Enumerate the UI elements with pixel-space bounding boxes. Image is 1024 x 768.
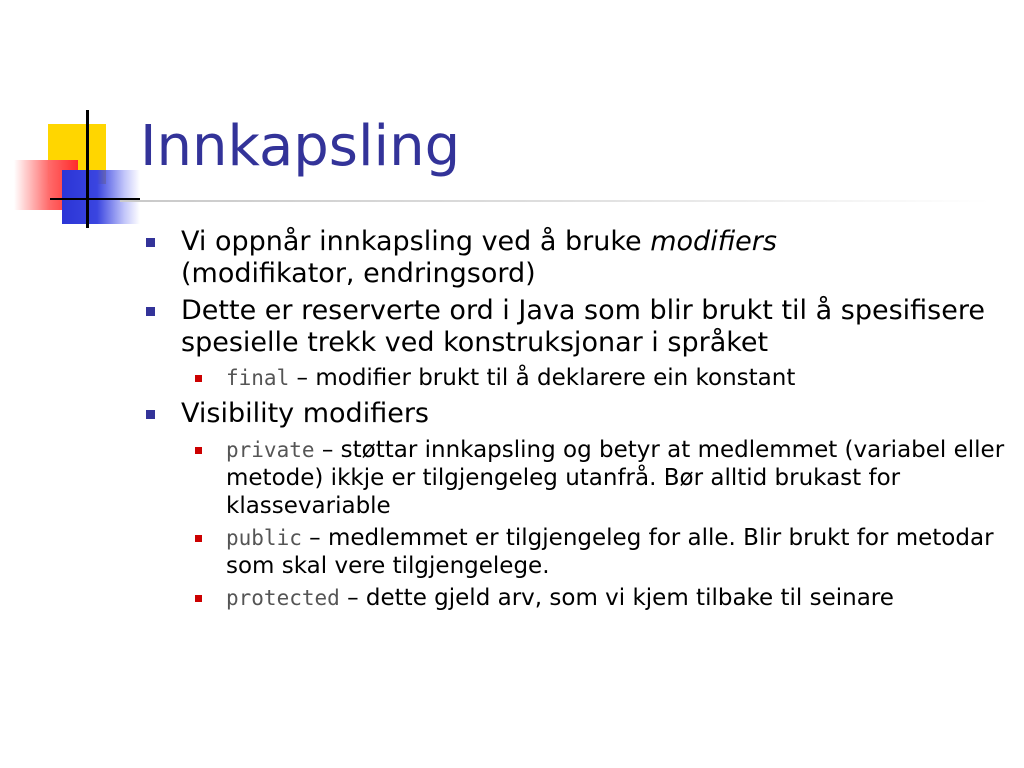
- square-bullet-icon: [195, 375, 202, 382]
- decorative-squares-logo: [0, 0, 140, 240]
- square-bullet-icon: [195, 447, 202, 454]
- square-bullet-icon: [195, 535, 202, 542]
- sub-bullet-item: [181, 524, 1010, 580]
- bullet-text: Dette er reserverte ord i Java som blir brukt til å spesifisere spesielle trekk ved konstruksjonar i språket: [181, 295, 985, 358]
- blue-square: [62, 170, 140, 224]
- bullet-list: [140, 226, 1010, 616]
- square-bullet-icon: [146, 410, 155, 419]
- sub-bullet-item: [181, 436, 1010, 520]
- sub-bullet-item: [181, 364, 1010, 392]
- bullet-emphasis: modifiers: [650, 226, 777, 257]
- square-bullet-icon: [195, 595, 202, 602]
- square-bullet-icon: [146, 307, 155, 316]
- title-underline: [120, 200, 990, 202]
- sub-bullet-text: – dette gjeld arv, som vi kjem tilbake til seinare: [339, 584, 894, 611]
- sub-bullet-text: – støttar innkapsling og betyr at medlemmet (variabel eller metode) ikkje er tilgjengeleg utanfrå. Bør alltid brukast for klassevariable: [226, 436, 1005, 519]
- code-keyword: protected: [226, 585, 340, 610]
- code-keyword: private: [226, 437, 315, 462]
- bullet-text: Visibility modifiers: [181, 398, 429, 429]
- bullet-item: [140, 398, 1010, 430]
- square-bullet-icon: [146, 238, 155, 247]
- bullet-text: (modifikator, endringsord): [181, 257, 536, 289]
- bullet-item: [140, 295, 1010, 358]
- code-keyword: public: [226, 525, 302, 550]
- vertical-line: [86, 110, 89, 228]
- sub-bullet-text: – medlemmet er tilgjengeleg for alle. Blir brukt for metodar som skal vere tilgjengelege.: [226, 524, 994, 579]
- slide-title: Innkapsling: [140, 114, 461, 179]
- sub-bullet-item: [181, 584, 1010, 612]
- code-keyword: final: [226, 366, 290, 390]
- sub-bullet-text: – modifier brukt til å deklarere ein konstant: [289, 365, 796, 391]
- bullet-text: Vi oppnår innkapsling ved å bruke: [181, 226, 651, 257]
- bullet-item: [140, 226, 1010, 289]
